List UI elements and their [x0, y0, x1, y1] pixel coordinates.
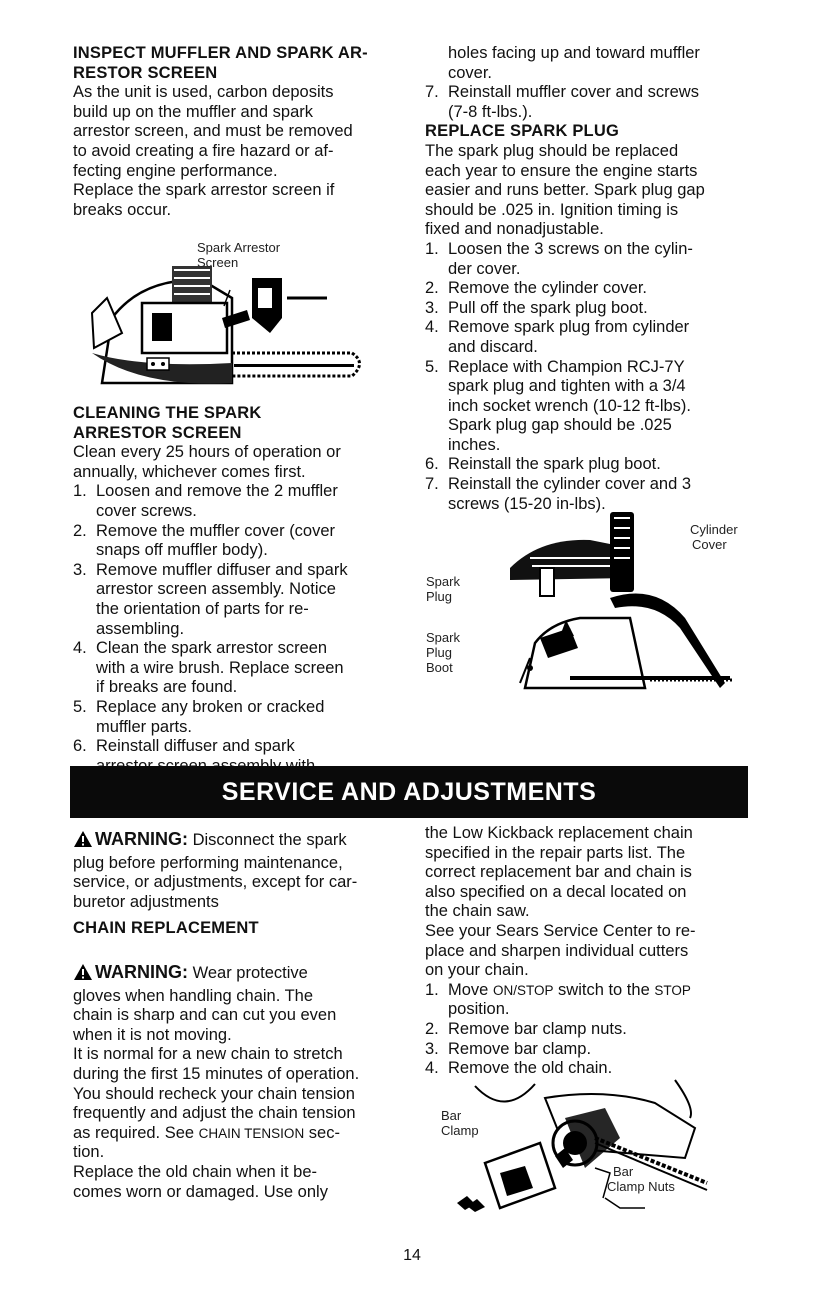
warning-triangle-icon [73, 963, 93, 987]
text-line: arrestor screen, and must be removed [73, 122, 353, 141]
warning-gloves [73, 963, 418, 1045]
callout-line: Plug [426, 589, 453, 604]
text-line: buretor adjustments [73, 892, 219, 911]
list-item [425, 1059, 770, 1079]
text-line: inches. [448, 435, 501, 454]
text-line: Replace with Champion RCJ-7Y [448, 357, 685, 376]
text-line: holes facing up and toward muffler [448, 44, 700, 62]
step-number: 5. [73, 697, 87, 716]
text-line: Remove bar clamp nuts. [448, 1019, 627, 1038]
step-number: 7. [425, 475, 439, 494]
bar-clamp-nuts-label [607, 1164, 675, 1194]
text-line: frequently and adjust the chain tension [73, 1104, 356, 1123]
bar-clamp-label [441, 1108, 479, 1138]
text-line: See your Sears Service Center to re- [425, 921, 696, 940]
step-number: 7. [425, 83, 439, 102]
text-line: fixed and nonadjustable. [425, 220, 604, 239]
paragraph-replace-screen [73, 181, 413, 220]
text-line: gloves when handling chain. The [73, 986, 314, 1005]
step-number: 5. [425, 357, 439, 376]
cylinder-cover-label [690, 522, 738, 552]
text-line: (7-8 ft-lbs.). [448, 102, 533, 121]
paragraph-chain-stretch [73, 1045, 418, 1163]
step-number: 1. [425, 239, 439, 258]
heading-line: RESTOR SCREEN [73, 63, 218, 82]
list-item [73, 482, 413, 521]
list-item [73, 639, 413, 698]
text-line: the chain saw. [425, 902, 530, 921]
paragraph-spark-plug [425, 142, 765, 240]
list-item [425, 1040, 770, 1060]
stop-position-reference: STOP [654, 982, 691, 998]
callout-line: Bar [613, 1164, 634, 1179]
list-item [425, 240, 765, 279]
cleaning-steps-list [73, 482, 413, 776]
text-line: place and sharpen individual cutters [425, 941, 689, 960]
text-line: when it is not moving. [73, 1025, 232, 1044]
section-heading-inspect-muffler [73, 44, 413, 83]
text-line: screws (15-20 in-lbs). [448, 494, 606, 513]
text-line: and discard. [448, 337, 538, 356]
text-line: Spark plug gap should be .025 [448, 416, 672, 435]
callout-line: Boot [426, 660, 453, 675]
text-line: Remove bar clamp. [448, 1039, 592, 1058]
list-item [425, 299, 765, 319]
text-fragment: switch to the [553, 980, 655, 999]
left-top-column [73, 44, 413, 220]
callout-line: Clamp Nuts [607, 1179, 675, 1194]
paragraph-sears-service [425, 922, 770, 981]
heading-line: ARRESTOR SCREEN [73, 423, 242, 442]
step-number: 6. [425, 455, 439, 474]
text-line: chain is sharp and can cut you even [73, 1006, 337, 1025]
text-line: der cover. [448, 259, 521, 278]
heading-line: CLEANING THE SPARK [73, 404, 262, 422]
callout-line: Bar [441, 1108, 462, 1123]
text-line: Remove the old chain. [448, 1059, 613, 1078]
text-line: muffler parts. [96, 717, 192, 736]
step-number: 2. [73, 521, 87, 540]
text-line: Remove the cylinder cover. [448, 279, 648, 298]
step-number: 1. [425, 980, 439, 999]
callout-line: Spark Arrestor [197, 240, 281, 255]
paragraph-clean-every [73, 443, 413, 482]
chain-steps-list [425, 981, 770, 1079]
text-line: with a wire brush. Replace screen [96, 658, 344, 677]
text-line: Remove spark plug from cylinder [448, 318, 690, 337]
list-item [73, 698, 413, 737]
step-number: 2. [425, 279, 439, 298]
spark-plug-label [426, 574, 460, 604]
spark-plug-boot-label [426, 630, 460, 675]
warning-triangle-icon [73, 830, 93, 854]
text-fragment: as required. See [73, 1123, 199, 1142]
text-fragment: Move [448, 980, 493, 999]
text-line: during the first 15 minutes of operation. [73, 1064, 360, 1083]
section-heading-spark-plug: REPLACE SPARK PLUG [425, 122, 619, 141]
text-line: Reinstall the cylinder cover and 3 [448, 475, 692, 494]
text-line: the orientation of parts for re- [96, 599, 309, 618]
text-line: Remove the muffler cover (cover [96, 521, 336, 540]
text-line: if breaks are found. [96, 678, 238, 697]
text-line: cover screws. [96, 501, 197, 520]
callout-line: Cylinder [690, 522, 738, 537]
callout-line: Clamp [441, 1123, 479, 1138]
step-number: 2. [425, 1019, 439, 1038]
text-line: fecting engine performance. [73, 161, 278, 180]
text-line: annually, whichever comes first. [73, 462, 306, 481]
text-line: assembling. [96, 619, 185, 638]
text-line: build up on the muffler and spark [73, 102, 314, 121]
text-line: It is normal for a new chain to stretch [73, 1045, 343, 1064]
spark-arrestor-label [197, 240, 280, 270]
list-item [73, 561, 413, 639]
text-line: spark plug and tighten with a 3/4 [448, 377, 686, 396]
list-item [425, 358, 765, 456]
step-number: 3. [425, 1039, 439, 1058]
list-item [425, 455, 765, 475]
right-bottom-column [425, 824, 770, 1079]
text-line: each year to ensure the engine starts [425, 161, 698, 180]
text-line: on your chain. [425, 961, 529, 980]
chain-tension-reference: CHAIN TENSION [198, 1125, 305, 1141]
paragraph-carbon-deposits [73, 83, 413, 181]
text-fragment: sec- [304, 1123, 340, 1142]
step-number: 3. [73, 560, 87, 579]
section-heading-cleaning [73, 404, 413, 443]
text-line: also specified on a decal located on [425, 882, 687, 901]
text-line: Remove muffler diffuser and spark [96, 560, 348, 579]
list-item [425, 44, 765, 83]
list-item [425, 279, 765, 299]
continued-steps-list [425, 44, 765, 122]
step-number: 1. [73, 482, 87, 501]
text-line: arrestor screen assembly. Notice [96, 580, 336, 599]
text-line: As the unit is used, carbon deposits [73, 83, 334, 102]
text-line: You should recheck your chain tension [73, 1084, 355, 1103]
text-line: The spark plug should be replaced [425, 141, 679, 160]
list-item [425, 318, 765, 357]
text-line: Loosen the 3 screws on the cylin- [448, 239, 693, 258]
text-line: snaps off muffler body). [96, 541, 268, 560]
spark-plug-steps-list [425, 240, 765, 514]
text-line: correct replacement bar and chain is [425, 863, 692, 882]
text-line: Reinstall diffuser and spark [96, 737, 295, 756]
text-line: service, or adjustments, except for car- [73, 873, 358, 892]
text-line: specified in the repair parts list. The [425, 843, 686, 862]
step-number: 4. [73, 639, 87, 658]
text-line: tion. [73, 1143, 105, 1162]
warning-label: WARNING: [95, 961, 188, 982]
callout-line: Cover [692, 537, 727, 552]
text-line: Clean the spark arrestor screen [96, 639, 328, 658]
text-line: comes worn or damaged. Use only [73, 1182, 328, 1201]
warning-label: WARNING: [95, 829, 188, 849]
step-number: 3. [425, 298, 439, 317]
text-line: to avoid creating a fire hazard or af- [73, 141, 334, 160]
text-line: Replace any broken or cracked [96, 697, 325, 716]
text-line: Clean every 25 hours of operation or [73, 443, 341, 462]
heading-line: INSPECT MUFFLER AND SPARK AR- [73, 44, 368, 62]
callout-line: Spark [426, 630, 460, 645]
list-item [73, 522, 413, 561]
step-number: 4. [425, 318, 439, 337]
warning-disconnect [73, 830, 418, 912]
section-heading-chain-replacement: CHAIN REPLACEMENT [73, 919, 259, 938]
right-top-column [425, 44, 765, 514]
paragraph-low-kickback [425, 824, 770, 922]
text-line: Pull off the spark plug boot. [448, 298, 648, 317]
text-line: the Low Kickback replacement chain [425, 824, 693, 842]
section-banner: SERVICE AND ADJUSTMENTS [70, 766, 748, 818]
left-bottom-column [73, 830, 418, 1202]
text-line: cover. [448, 63, 493, 82]
list-item [425, 1020, 770, 1040]
text-line: inch socket wrench (10-12 ft-lbs). [448, 396, 692, 415]
page-number: 14 [403, 1247, 421, 1264]
text-line: Reinstall the spark plug boot. [448, 455, 661, 474]
text-line: should be .025 in. Ignition timing is [425, 200, 679, 219]
text-line: Loosen and remove the 2 muffler [96, 482, 338, 501]
on-stop-switch-reference: ON/STOP [492, 982, 554, 998]
text-line: easier and runs better. Spark plug gap [425, 181, 705, 200]
left-cleaning-column [73, 404, 413, 776]
paragraph-replace-chain [73, 1163, 418, 1202]
text-line: Reinstall muffler cover and screws [448, 83, 699, 102]
spark-arrestor-illustration [82, 258, 367, 388]
callout-line: Plug [426, 645, 453, 660]
text-line: breaks occur. [73, 200, 172, 219]
callout-line: Spark [426, 574, 460, 589]
text-line: Disconnect the spark [192, 831, 347, 849]
text-line: Replace the spark arrestor screen if [73, 181, 335, 200]
text-line: plug before performing maintenance, [73, 853, 343, 872]
step-number: 4. [425, 1059, 439, 1078]
text-line: position. [448, 1000, 510, 1019]
callout-line: Screen [197, 255, 239, 270]
list-item [425, 83, 765, 122]
list-item [425, 981, 770, 1020]
step-number: 6. [73, 737, 87, 756]
text-line: Wear protective [192, 963, 308, 982]
text-line: Replace the old chain when it be- [73, 1162, 317, 1181]
